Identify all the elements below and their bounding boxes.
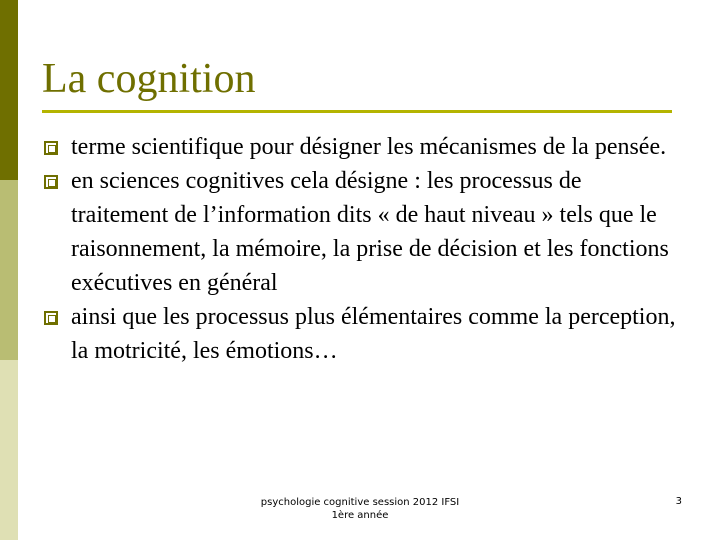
bullet-list [42, 130, 682, 368]
bullet-text: terme scientifique pour désigner les mécanismes de la pensée. [71, 134, 667, 160]
page-number: 3 [675, 496, 682, 507]
left-band-middle [0, 180, 18, 360]
square-bullet-icon [44, 175, 58, 189]
bullet-text: en sciences cognitives cela désigne : les processus de traitement de l’information dits « de haut niveau » tels que le raisonnement, la mémoire, la prise de décision et les fonctions exécutives en général [71, 168, 669, 296]
bullet-item [42, 300, 682, 368]
left-band-bottom [0, 360, 18, 540]
footer-line-2: 1ère année [331, 510, 389, 521]
square-bullet-icon [44, 311, 58, 325]
left-band-top [0, 0, 18, 180]
bullet-item [42, 164, 682, 300]
footer-line-1: psychologie cognitive session 2012 IFSI [260, 497, 460, 508]
square-bullet-icon [44, 141, 58, 155]
title-underline [42, 110, 672, 113]
bullet-item [42, 130, 682, 164]
slide-title: La cognition [42, 56, 256, 102]
bullet-text: ainsi que les processus plus élémentaires comme la perception, la motricité, les émotions… [71, 304, 676, 364]
slide-footer [230, 496, 490, 522]
